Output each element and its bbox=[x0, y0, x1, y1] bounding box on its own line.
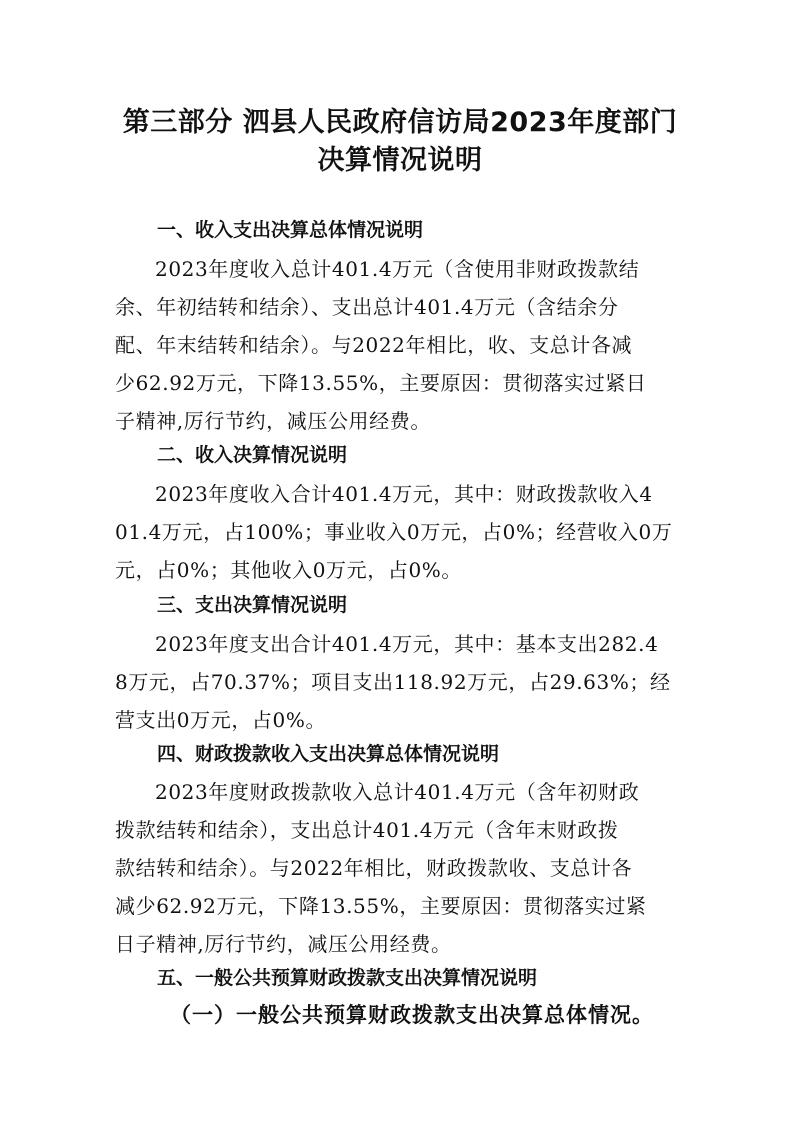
document-title-line-2: 决算情况说明 bbox=[317, 145, 483, 176]
section-1-line-4: 少62.92万元，下降13.55%，主要原因：贯彻落实过紧日 bbox=[115, 371, 647, 395]
section-4-line-5: 日子精神,厉行节约，减压公用经费。 bbox=[115, 932, 452, 956]
section-5-heading: 五、一般公共预算财政拨款支出决算情况说明 bbox=[157, 967, 538, 989]
section-1-line-1: 2023年度收入总计401.4万元（含使用非财政拨款结 bbox=[155, 257, 640, 281]
section-2-line-2: 01.4万元，占100%；事业收入0万元，占0%；经营收入0万 bbox=[115, 520, 673, 544]
section-1-line-5: 子精神,厉行节约，减压公用经费。 bbox=[115, 409, 431, 433]
section-4-heading: 四、财政拨款收入支出决算总体情况说明 bbox=[157, 743, 500, 765]
section-3-line-2: 8万元，占70.37%；项目支出118.92万元，占29.63%；经 bbox=[115, 670, 671, 694]
section-2-heading: 二、收入决算情况说明 bbox=[157, 444, 348, 466]
section-1-line-3: 配、年末结转和结余）。与2022年相比，收、支总计各减 bbox=[115, 333, 633, 357]
section-1-heading: 一、收入支出决算总体情况说明 bbox=[157, 219, 424, 241]
section-4-line-2: 拨款结转和结余），支出总计401.4万元（含年末财政拨 bbox=[115, 818, 619, 842]
section-2-line-3: 元，占0%；其他收入0万元，占0%。 bbox=[115, 558, 462, 582]
section-3-line-3: 营支出0万元，占0%。 bbox=[115, 708, 327, 732]
section-1-line-2: 余、年初结转和结余）、支出总计401.4万元（含结余分 bbox=[115, 295, 619, 319]
section-5-subheading: （一）一般公共预算财政拨款支出决算总体情况。 bbox=[170, 1002, 654, 1027]
section-4-line-1: 2023年度财政拨款收入总计401.4万元（含年初财政 bbox=[155, 780, 640, 804]
section-4-line-4: 减少62.92万元，下降13.55%，主要原因：贯彻落实过紧 bbox=[115, 894, 647, 918]
section-2-line-1: 2023年度收入合计401.4万元，其中：财政拨款收入4 bbox=[155, 482, 653, 506]
section-3-heading: 三、支出决算情况说明 bbox=[157, 594, 348, 616]
section-3-line-1: 2023年度支出合计401.4万元，其中：基本支出282.4 bbox=[155, 632, 659, 656]
section-4-line-3: 款结转和结余）。与2022年相比，财政拨款收、支总计各 bbox=[115, 856, 633, 880]
document-title-line-1: 第三部分 泗县人民政府信访局2023年度部门 bbox=[122, 107, 678, 138]
